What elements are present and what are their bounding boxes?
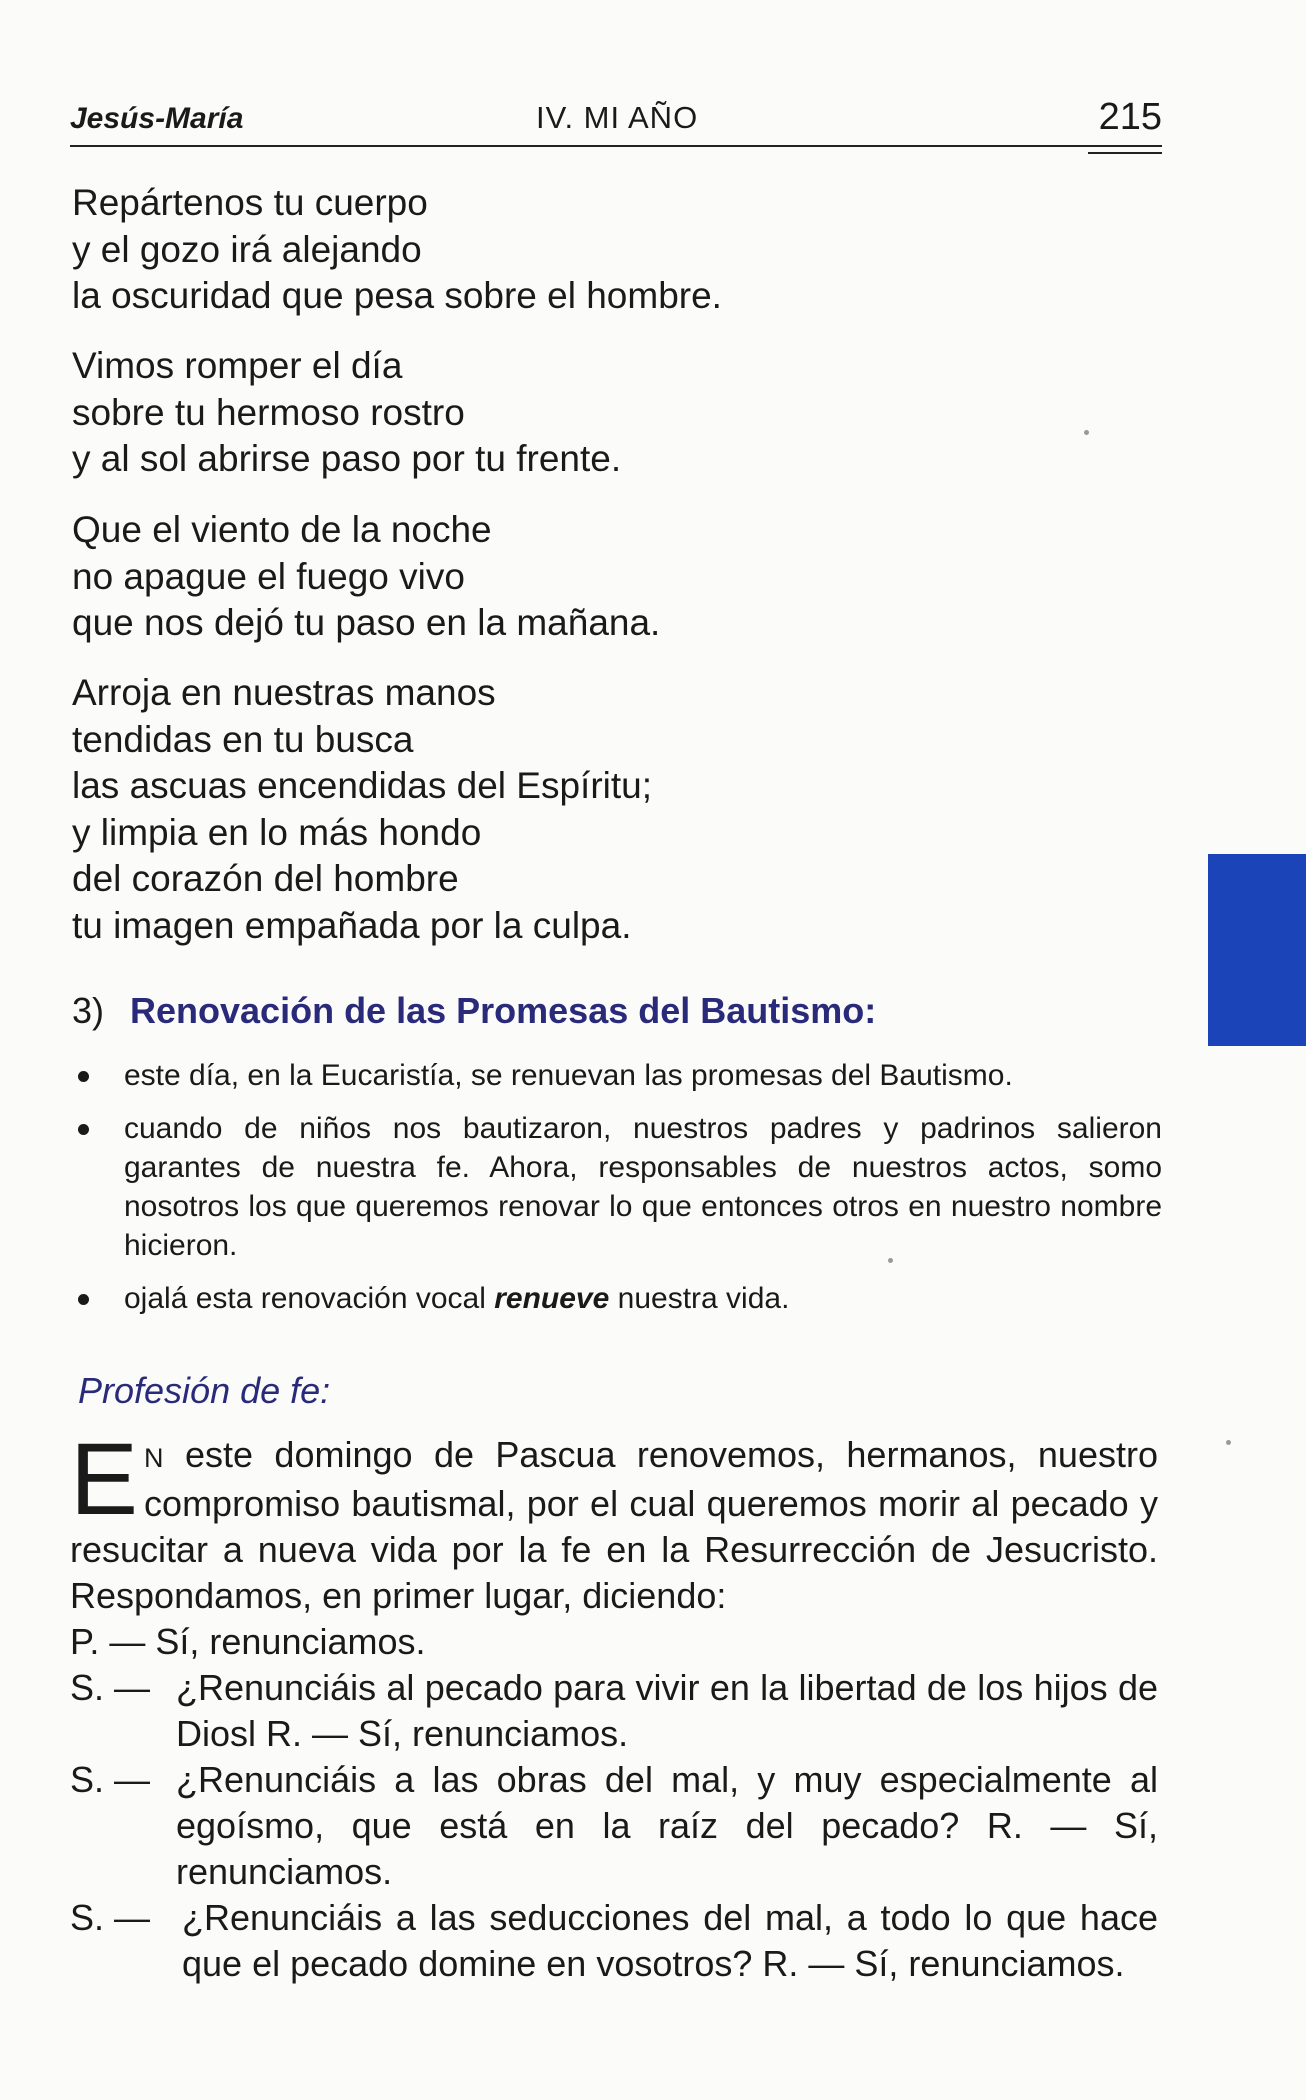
question-label: S. — [70,1667,151,1708]
profession-title: Profesión de fe: [78,1370,331,1411]
drop-cap: E [70,1422,139,1536]
section-heading [72,990,876,1032]
poem-line: y el gozo irá alejando [72,228,422,270]
poem-line: tendidas en tu busca [72,718,414,760]
page-number: 215 [1098,96,1162,138]
question-item [70,1757,1158,1895]
question-text: ¿Renunciáis al pecado para vivir en la libertad de los hijos de Diosl R. — Sí, renunciamos. [176,1667,1158,1754]
question-label: S. — [70,1759,151,1800]
section-title: Renovación de las Promesas del Bautismo: [130,990,877,1031]
list-item [72,1279,1162,1318]
list-item: cuando de niños nos bautizaron, nuestros padres y padrinos salieron garantes de nuestra fe. Ahora, responsables de nuestros actos, somo nosotros los que queremos renovar lo que entonces otros en nuestro nombre hicieron. [72,1109,1162,1265]
poem-line: sobre tu hermoso rostro [72,391,465,433]
poem-stanza-2 [72,343,621,483]
question-text: ¿Renunciáis a las obras del mal, y muy especialmente al egoísmo, que está en la raíz del pecado? R. — Sí, renunciamos. [176,1759,1158,1892]
bullet-list [72,1056,1162,1332]
poem-line: las ascuas encendidas del Espíritu; [72,765,653,806]
small-cap: N [144,1443,164,1473]
poem-line: no apague el fuego vivo [72,555,465,597]
question-label: S. — [70,1897,151,1938]
page-header [70,96,1162,146]
poem-line: Repártenos tu cuerpo [72,182,428,223]
response-line: P. — Sí, renunciamos. [70,1621,426,1662]
intro-paragraph [70,1422,1158,1619]
list-item-text: nuestra vida. [609,1282,790,1315]
list-item-text: ojalá esta renovación vocal [124,1282,495,1315]
poem-line: Que el viento de la noche [72,509,492,550]
page-number-underline [1088,152,1162,154]
question-text: ¿Renunciáis a las seducciones del mal, a todo lo que hace que el pecado domine en vosotros? R. — Sí, renunciamos. [182,1897,1158,1984]
poem-line: que nos dejó tu paso en la mañana. [72,602,661,643]
page-edge-tab [1208,854,1306,1046]
question-item [70,1895,1158,1987]
question-item [70,1665,1158,1757]
poem-line: y limpia en lo más hondo [72,811,482,853]
poem-line: la oscuridad que pesa sobre el hombre. [72,275,722,316]
poem-line: del corazón del hombre [72,858,459,899]
profession-text [70,1422,1158,1987]
header-author: Jesús-María [70,102,244,135]
header-chapter: IV. MI AÑO [536,100,699,135]
intro-text: este domingo de Pascua renovemos, hermanos, nuestro compromiso bautismal, por el cual queremos morir al pecado y resucitar a nueva vida por la fe en la Resurrección de Jesucristo. Respondamos, en primer lugar, diciendo: [70,1434,1158,1616]
poem-stanza-4 [72,670,652,949]
poem-stanza-1 [72,180,722,320]
section-number: 3) [72,990,105,1031]
speck [1084,430,1089,435]
header-rule [70,145,1162,147]
poem-line: y al sol abrirse paso por tu frente. [72,438,622,479]
poem-line: Vimos romper el día [72,345,403,386]
speck [888,1258,893,1263]
speck [1226,1440,1231,1445]
list-item: este día, en la Eucaristía, se renuevan las promesas del Bautismo. [72,1056,1162,1095]
poem-line: tu imagen empañada por la culpa. [72,904,632,946]
poem-line: Arroja en nuestras manos [72,672,496,713]
emphasized-word: renueve [494,1282,610,1315]
poem-stanza-3 [72,507,660,647]
